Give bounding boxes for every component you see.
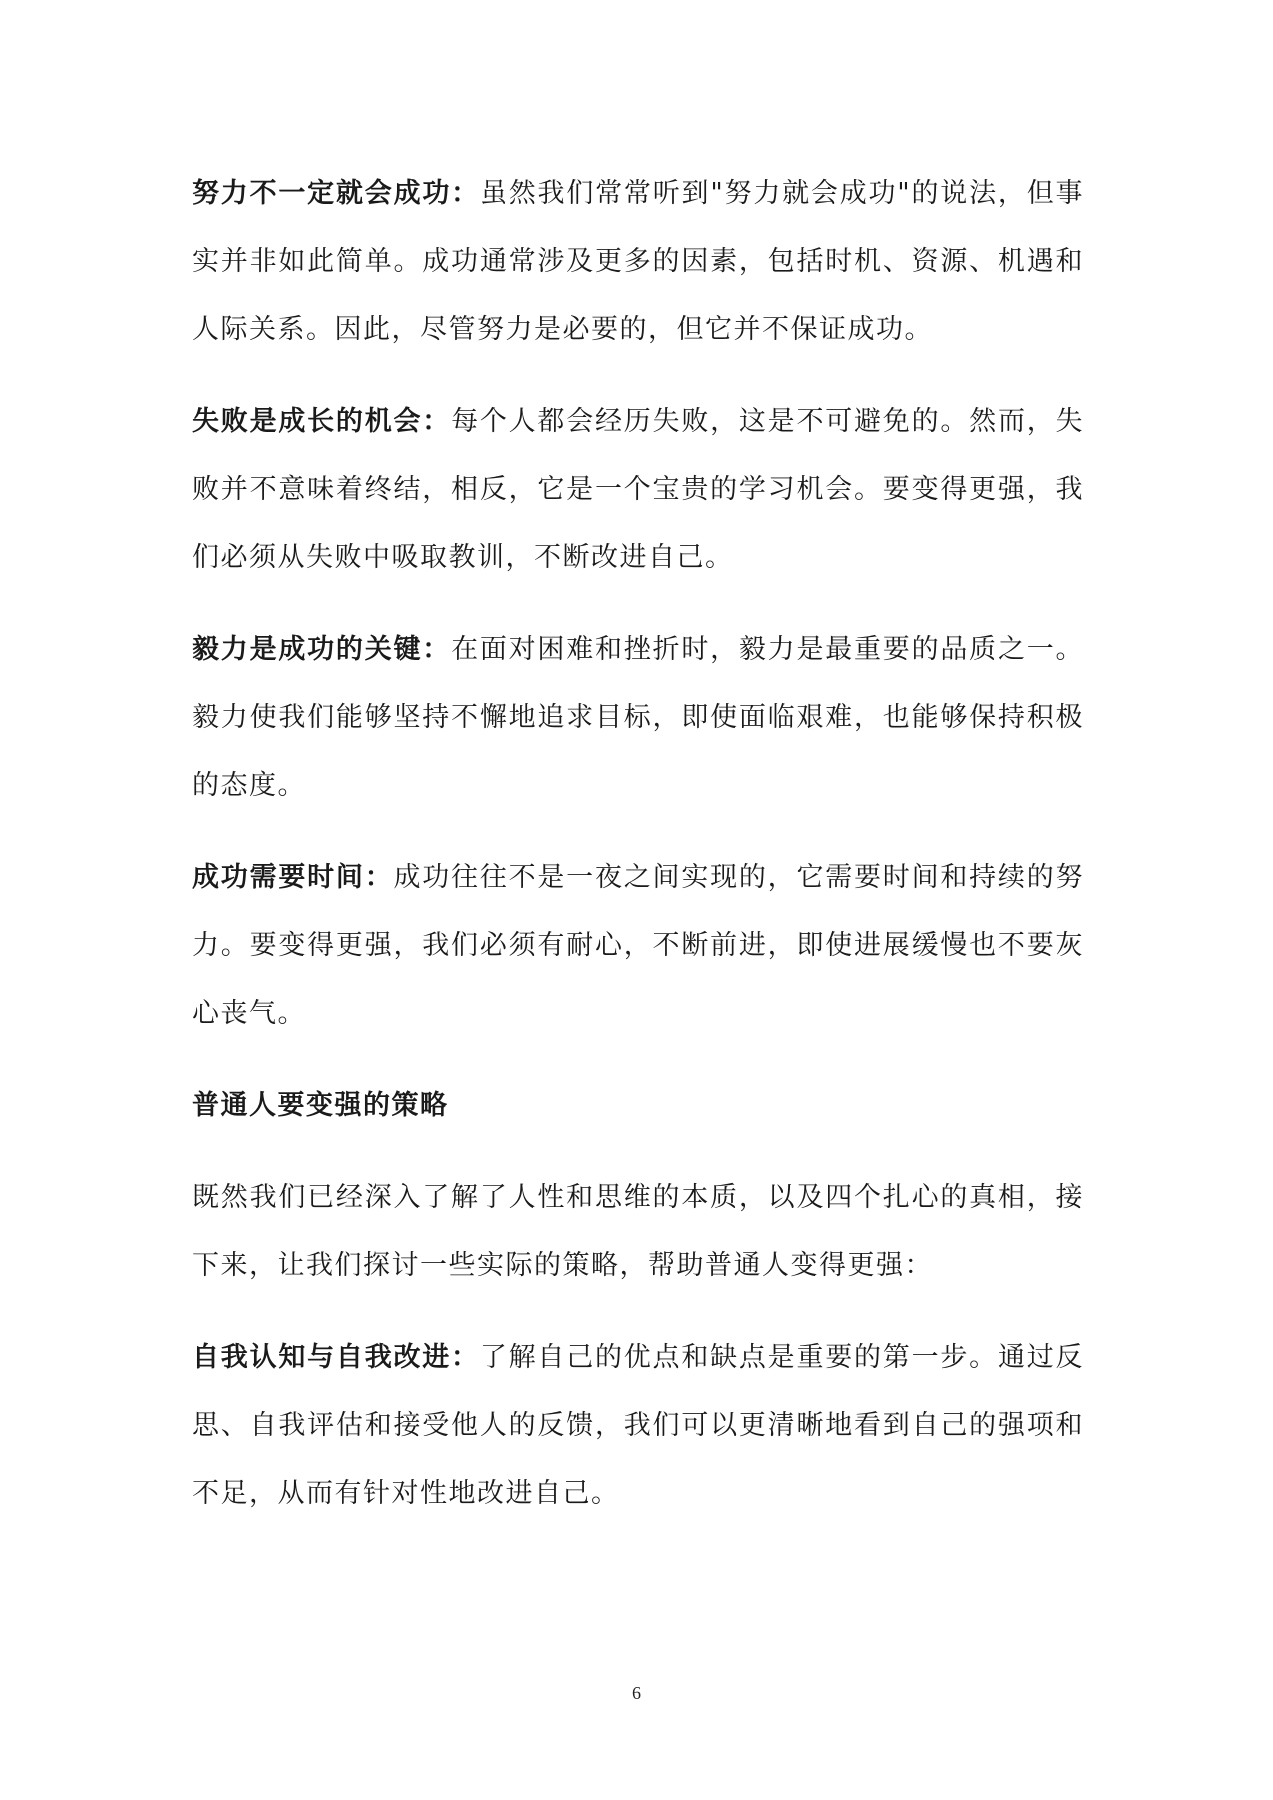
paragraph-self-awareness — [192, 1324, 1084, 1528]
paragraph-body: 成功往往不是一夜之间实现的，它需要时间和持续的努力。要变得更强，我们必须有耐心，不断前进，即使进展缓慢也不要灰心丧气。 — [192, 862, 1084, 1029]
paragraph-body: 了解自己的优点和缺点是重要的第一步。通过反思、自我评估和接受他人的反馈，我们可以更清晰地看到自己的强项和不足，从而有针对性地改进自己。 — [192, 1342, 1085, 1509]
paragraph-lead: 毅力是成功的关键： — [192, 634, 452, 665]
paragraph-effort — [192, 160, 1084, 364]
paragraph-lead: 失败是成长的机会： — [192, 406, 452, 437]
paragraph-body: 虽然我们常常听到"努力就会成功"的说法，但事实并非如此简单。成功通常涉及更多的因素，包括时机、资源、机遇和人际关系。因此，尽管努力是必要的，但它并不保证成功。 — [192, 178, 1084, 345]
paragraph-perseverance — [192, 616, 1084, 820]
section-intro: 既然我们已经深入了解了人性和思维的本质，以及四个扎心的真相，接下来，让我们探讨一些实际的策略，帮助普通人变得更强： — [192, 1182, 1084, 1281]
document-page — [192, 160, 1084, 1552]
paragraph-lead: 成功需要时间： — [192, 862, 394, 893]
page-number: 6 — [632, 1683, 641, 1703]
paragraph-lead: 自我认知与自我改进： — [192, 1342, 480, 1373]
paragraph-lead: 努力不一定就会成功： — [192, 178, 480, 209]
paragraph-body: 在面对困难和挫折时，毅力是最重要的品质之一。毅力使我们能够坚持不懈地追求目标，即使面临艰难，也能够保持积极的态度。 — [192, 634, 1085, 801]
paragraph-time — [192, 844, 1084, 1048]
paragraph-failure — [192, 388, 1084, 592]
section-heading: 普通人要变强的策略 — [192, 1090, 449, 1121]
paragraph-body: 每个人都会经历失败，这是不可避免的。然而，失败并不意味着终结，相反，它是一个宝贵的学习机会。要变得更强，我们必须从失败中吸取教训，不断改进自己。 — [192, 406, 1085, 573]
